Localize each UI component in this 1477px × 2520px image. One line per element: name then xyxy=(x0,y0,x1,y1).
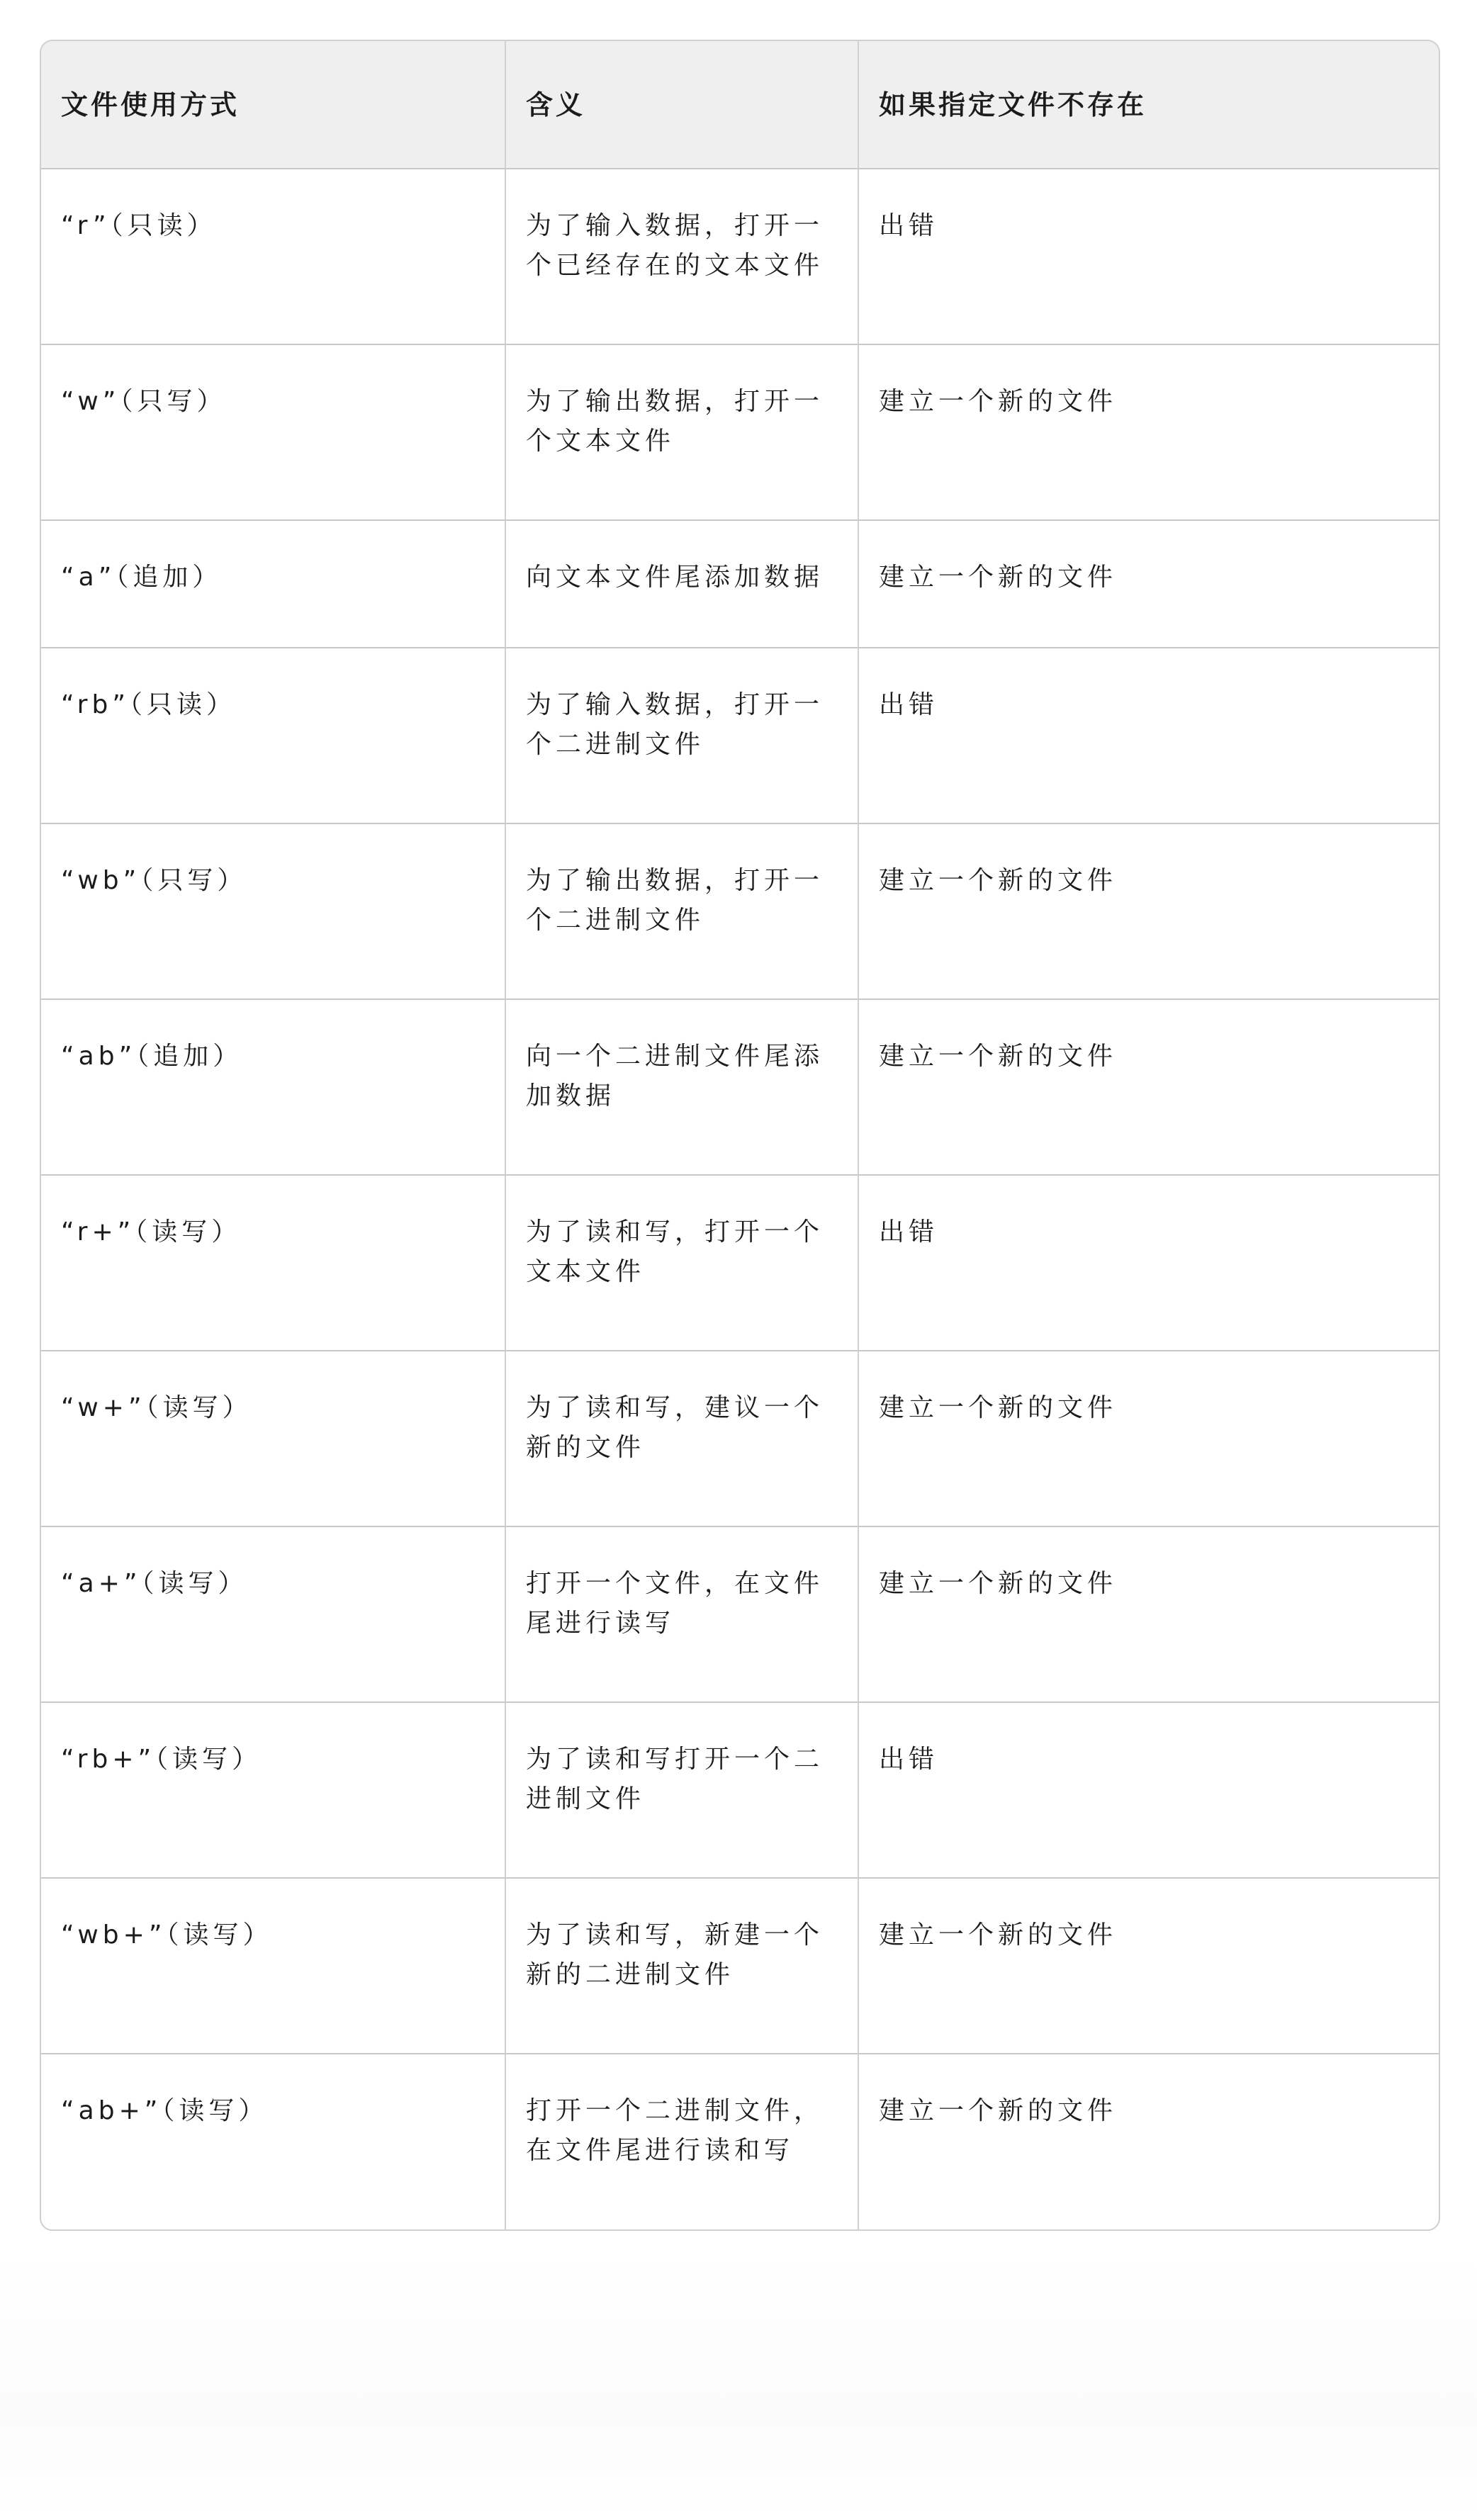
cell-mode: “a”（追加） xyxy=(41,520,505,648)
table-body xyxy=(41,169,1439,2229)
table-row xyxy=(41,520,1439,648)
cell-meaning: 打开一个二进制文件，在文件尾进行读和写 xyxy=(505,2054,858,2229)
file-mode-table-container xyxy=(40,40,1440,2231)
page-footer-background xyxy=(0,2254,1477,2520)
cell-if-missing: 出错 xyxy=(858,1702,1439,1878)
cell-if-missing: 出错 xyxy=(858,648,1439,823)
cell-if-missing: 建立一个新的文件 xyxy=(858,344,1439,520)
cell-mode: “w+”（读写） xyxy=(41,1351,505,1526)
cell-mode: “r+”（读写） xyxy=(41,1175,505,1351)
cell-mode: “rb”（只读） xyxy=(41,648,505,823)
table-row xyxy=(41,1878,1439,2054)
cell-meaning: 为了输入数据，打开一个二进制文件 xyxy=(505,648,858,823)
header-row xyxy=(41,41,1439,169)
cell-mode: “ab+”（读写） xyxy=(41,2054,505,2229)
header-if-missing: 如果指定文件不存在 xyxy=(858,41,1439,169)
cell-meaning: 为了输入数据，打开一个已经存在的文本文件 xyxy=(505,169,858,344)
table-row xyxy=(41,2054,1439,2229)
file-mode-table xyxy=(41,41,1439,2229)
table-row xyxy=(41,999,1439,1175)
cell-meaning: 为了输出数据，打开一个二进制文件 xyxy=(505,823,858,999)
table-header xyxy=(41,41,1439,169)
cell-mode: “r”（只读） xyxy=(41,169,505,344)
cell-mode: “wb+”（读写） xyxy=(41,1878,505,2054)
cell-mode: “wb”（只写） xyxy=(41,823,505,999)
cell-mode: “a+”（读写） xyxy=(41,1526,505,1702)
cell-if-missing: 建立一个新的文件 xyxy=(858,1526,1439,1702)
cell-if-missing: 出错 xyxy=(858,1175,1439,1351)
table-row xyxy=(41,344,1439,520)
header-mode: 文件使用方式 xyxy=(41,41,505,169)
header-meaning: 含义 xyxy=(505,41,858,169)
cell-mode: “w”（只写） xyxy=(41,344,505,520)
cell-meaning: 为了读和写，打开一个文本文件 xyxy=(505,1175,858,1351)
cell-meaning: 为了读和写，新建一个新的二进制文件 xyxy=(505,1878,858,2054)
cell-meaning: 向一个二进制文件尾添加数据 xyxy=(505,999,858,1175)
table-row xyxy=(41,1702,1439,1878)
cell-mode: “ab”（追加） xyxy=(41,999,505,1175)
table-row xyxy=(41,1175,1439,1351)
table-row xyxy=(41,648,1439,823)
cell-meaning: 向文本文件尾添加数据 xyxy=(505,520,858,648)
cell-if-missing: 建立一个新的文件 xyxy=(858,520,1439,648)
cell-if-missing: 建立一个新的文件 xyxy=(858,1351,1439,1526)
cell-if-missing: 建立一个新的文件 xyxy=(858,823,1439,999)
cell-if-missing: 出错 xyxy=(858,169,1439,344)
cell-if-missing: 建立一个新的文件 xyxy=(879,2096,1118,2125)
cell-meaning: 打开一个文件，在文件尾进行读写 xyxy=(505,1526,858,1702)
cell-if-missing: 建立一个新的文件 xyxy=(858,1878,1439,2054)
table-row xyxy=(41,1526,1439,1702)
cell-mode: “rb+”（读写） xyxy=(41,1702,505,1878)
table-row xyxy=(41,1351,1439,1526)
table-row xyxy=(41,169,1439,344)
cell-meaning: 为了读和写，建议一个新的文件 xyxy=(505,1351,858,1526)
cell-if-missing: 建立一个新的文件 xyxy=(858,999,1439,1175)
table-row xyxy=(41,823,1439,999)
cell-meaning: 为了输出数据，打开一个文本文件 xyxy=(505,344,858,520)
cell-meaning: 为了读和写打开一个二进制文件 xyxy=(505,1702,858,1878)
